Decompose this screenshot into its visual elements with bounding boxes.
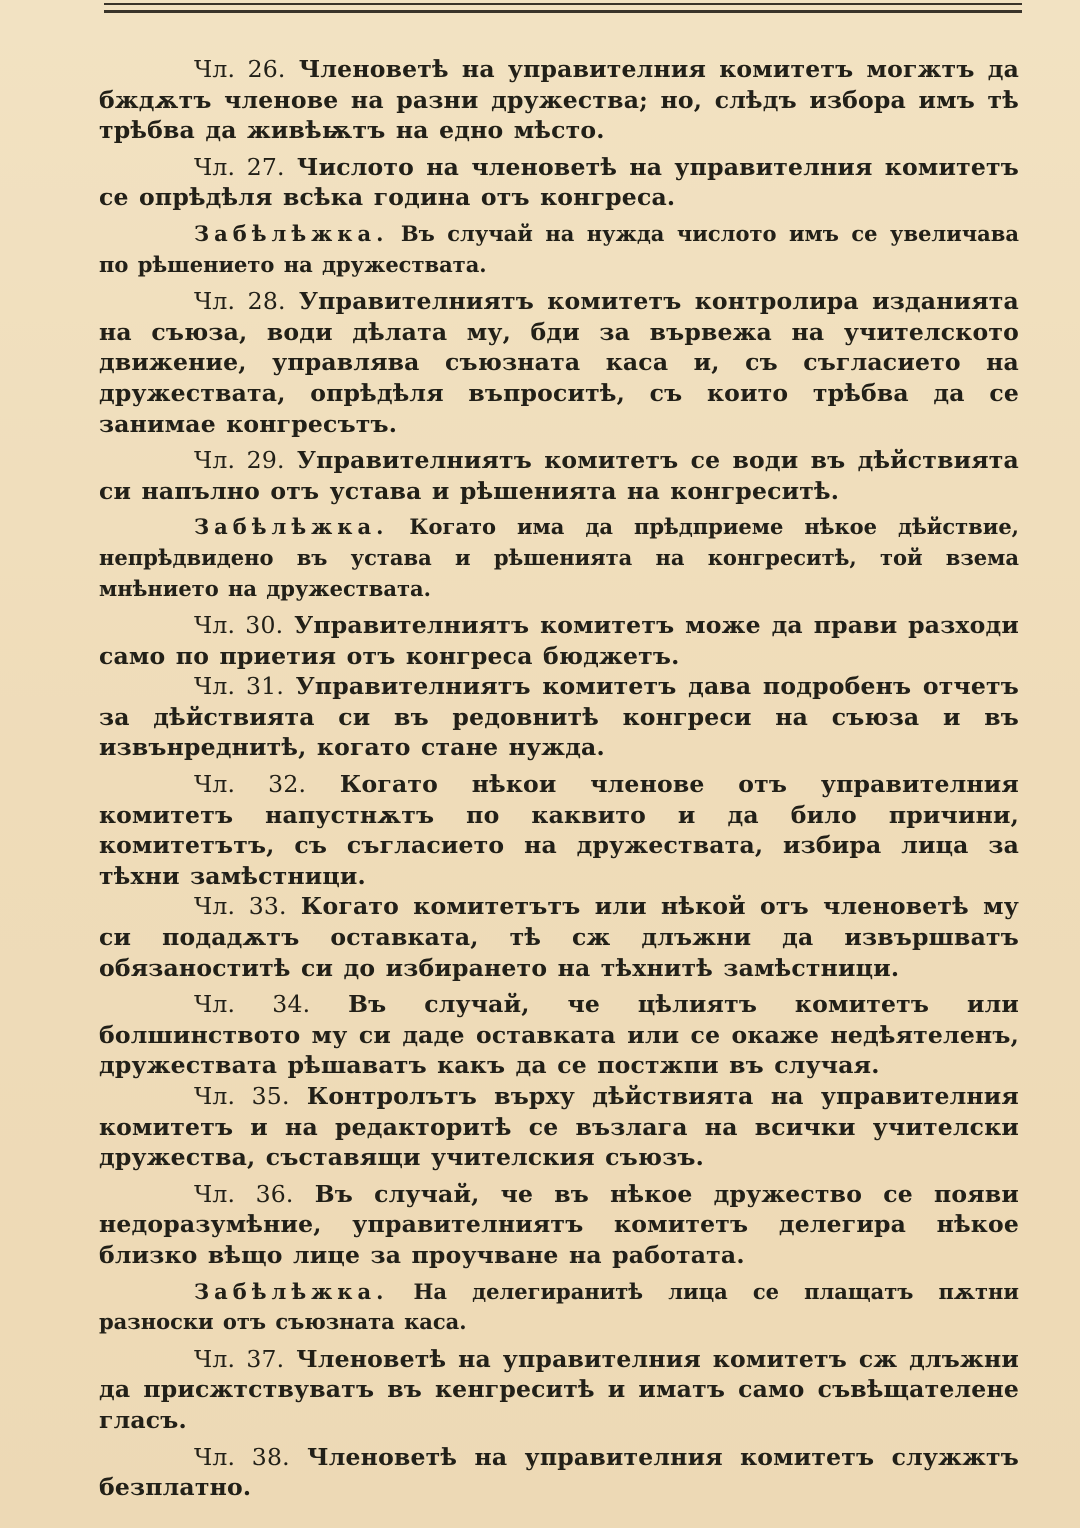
article-37 (99, 1344, 1019, 1436)
article-number: Чл. 30. (194, 611, 284, 640)
article-text: Управителниятъ комитетъ може да прави разходи само по приетия отъ конгреса бюджетъ. (99, 611, 1020, 670)
article-number: Чл. 32. (194, 770, 307, 799)
note-text: Въ случай на нужда числото имъ се увеличава по рѣшението на дружествата. (99, 220, 1019, 277)
header-rule-thin (104, 3, 1022, 5)
page-body (99, 54, 1019, 1509)
article-35 (99, 1081, 1019, 1173)
article-text: Числото на членоветѣ на управителния комитетъ се опрѣдѣля всѣка година отъ конгреса. (99, 152, 1019, 212)
note-article-29 (99, 512, 1019, 604)
note-label: Забѣлѣжка. (194, 1278, 389, 1304)
article-number: Чл. 33. (194, 892, 287, 921)
article-text: Въ случай, че въ нѣкое дружество се появи недоразумѣние, управителниятъ комитетъ делегира нѣкое близко вѣщо лице за проучване на работата. (99, 1179, 1019, 1269)
article-text: Членоветѣ на управителния комитетъ могжтъ да бждѫтъ членове на разни дружества; но, слѣдъ избора имъ тѣ трѣбва да живѣѭтъ на едно мѣсто. (99, 55, 1019, 145)
article-text: Въ случай, че цѣлиятъ комитетъ или болшинството му си даде оставката или се окаже недѣятеленъ, дружествата рѣшаватъ какъ да се постжпи въ случая. (99, 990, 1019, 1080)
article-number: Чл. 31. (194, 672, 285, 701)
note-label: Забѣлѣжка. (194, 514, 389, 540)
article-text: Членоветѣ на управителния комитетъ сж длъжни да присжтствуватъ въ кенгреситѣ и иматъ само съвѣщателене гласъ. (99, 1344, 1019, 1434)
article-number: Чл. 36. (194, 1179, 294, 1208)
article-text: Когато нѣкои членове отъ управителния комитетъ напустнѫтъ по каквито и да било причини, комитетътъ, съ съгласието на дружествата, избира лица за тѣхни замѣстници. (99, 770, 1019, 890)
article-text: Контролътъ върху дѣйствията на управителния комитетъ и на редакторитѣ се възлага на всички учителски дружества, съставящи учителския съюзъ. (99, 1082, 1019, 1172)
article-text: Когато комитетътъ или нѣкой отъ членоветѣ му си подадѫтъ оставката, тѣ сж длъжни да извършватъ обязаноститѣ си до избирането на тѣхнитѣ замѣстници. (99, 892, 1019, 982)
article-28 (99, 286, 1019, 439)
header-rule-thick (104, 10, 1022, 13)
note-text: Когато има да прѣдприеме нѣкое дѣйствие, непрѣдвидено въ устава и рѣшенията на конгреситѣ, той взема мнѣнието на дружествата. (99, 514, 1019, 601)
article-27 (99, 152, 1019, 213)
article-36 (99, 1179, 1019, 1271)
article-text: Управителниятъ комитетъ контролира изданията на съюза, води дѣлата му, бди за вървежа на учителското движение, управлява съюзната каса и, съ съгласието на дружествата, опрѣдѣля въпроситѣ, съ които трѣбва да се занимае конгресътъ. (99, 287, 1019, 438)
article-number: Чл. 34. (194, 990, 311, 1019)
article-26 (99, 54, 1019, 146)
article-34 (99, 989, 1019, 1081)
article-29 (99, 445, 1019, 506)
article-33 (99, 891, 1019, 983)
note-label: Забѣлѣжка. (194, 220, 389, 246)
article-text: Управителниятъ комитетъ дава подробенъ отчетъ за дѣйствията си въ редовнитѣ конгреси на съюза и въ извънреднитѣ, когато стане нужда. (99, 672, 1019, 762)
article-number: Чл. 38. (194, 1442, 290, 1471)
article-30 (99, 610, 1019, 671)
article-32 (99, 769, 1019, 891)
article-38 (99, 1442, 1019, 1503)
article-text: Управителниятъ комитетъ се води въ дѣйствията си напълно отъ устава и рѣшенията на конгреситѣ. (99, 446, 1019, 505)
article-31 (99, 671, 1019, 763)
article-number: Чл. 37. (194, 1344, 285, 1373)
article-number: Чл. 28. (194, 287, 286, 316)
article-number: Чл. 26. (194, 55, 286, 83)
note-article-27 (99, 219, 1019, 280)
article-text: Членоветѣ на управителния комитетъ служжтъ безплатно. (99, 1442, 1019, 1502)
note-article-36 (99, 1277, 1019, 1338)
note-text: На делегиранитѣ лица се плащатъ пѫтни разноски отъ съюзната каса. (99, 1278, 1019, 1335)
article-number: Чл. 35. (194, 1082, 290, 1110)
article-number: Чл. 29. (194, 446, 285, 475)
article-number: Чл. 27. (194, 152, 285, 181)
